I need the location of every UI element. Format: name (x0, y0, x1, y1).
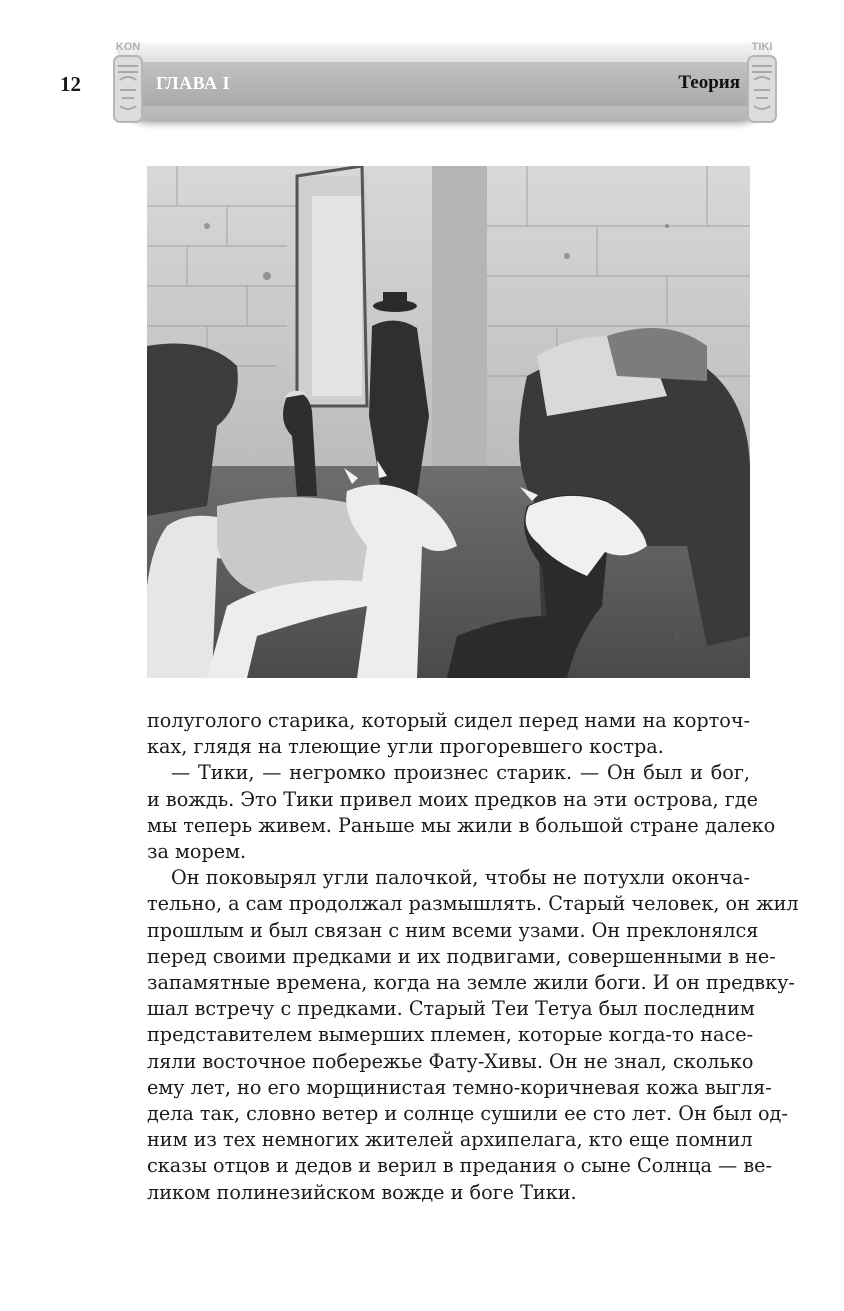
photo-llamas-icon (147, 166, 750, 678)
text-line: ним из тех немногих жителей архипелага, кто еще помнил (147, 1128, 753, 1152)
text-line: ему лет, но его морщинистая темно-коричневая кожа выгля- (147, 1075, 772, 1099)
text-line: шал встречу с предками. Старый Теи Тетуа был последним (147, 997, 755, 1021)
text-line: Он поковырял угли палочкой, чтобы не потухли оконча- (171, 866, 750, 890)
text-line: ках, глядя на тлеющие угли прогоревшего костра. (147, 735, 664, 759)
text-line: сказы отцов и дедов и верил в предания о сыне Солнца — ве- (147, 1154, 772, 1178)
text-line: запамятные времена, когда на земле жили боги. И он предвку- (147, 971, 795, 995)
text-line: мы теперь живем. Раньше мы жили в большой стране далеко (147, 813, 776, 837)
text-line: полуголого старика, который сидел перед нами на корточ- (147, 709, 750, 732)
text-line: прошлым и был связан с ним всеми узами. Он преклонялся (147, 918, 759, 942)
body-text (147, 708, 799, 1206)
text-line: и вождь. Это Тики привел моих предков на эти острова, где (147, 787, 758, 811)
running-header-band (140, 62, 750, 106)
llamas-photo (147, 166, 750, 678)
tiki-logo-left-icon (108, 36, 148, 128)
paragraph-1 (147, 708, 750, 760)
logo-left-text: KON (115, 41, 141, 53)
section-label: Теория (678, 72, 740, 93)
paragraph-2 (147, 760, 776, 865)
text-line: за морем. (147, 840, 247, 864)
text-line: ликом полинезийском вожде и боге Тики. (147, 1180, 577, 1204)
text-line: перед своими предками и их подвигами, совершенными в не- (147, 944, 776, 968)
text-line: ляли восточное побережье Фату-Хивы. Он не знал, сколько (147, 1049, 754, 1073)
paragraph-3 (147, 865, 799, 1206)
text-line: — Тики, — негромко произнес старик. — Он был и бог, (171, 761, 750, 785)
logo-right-text: TIKI (751, 41, 773, 53)
page-number: 12 (60, 72, 81, 96)
text-line: представителем вымерших племен, которые когда-то насе- (147, 1023, 754, 1047)
tiki-logo-right-icon (742, 36, 782, 128)
text-line: дела так, словно ветер и солнце сушили ее сто лет. Он был од- (147, 1102, 788, 1126)
chapter-label: ГЛАВА I (156, 73, 231, 93)
text-line: тельно, а сам продолжал размышлять. Старый человек, он жил (147, 892, 799, 916)
